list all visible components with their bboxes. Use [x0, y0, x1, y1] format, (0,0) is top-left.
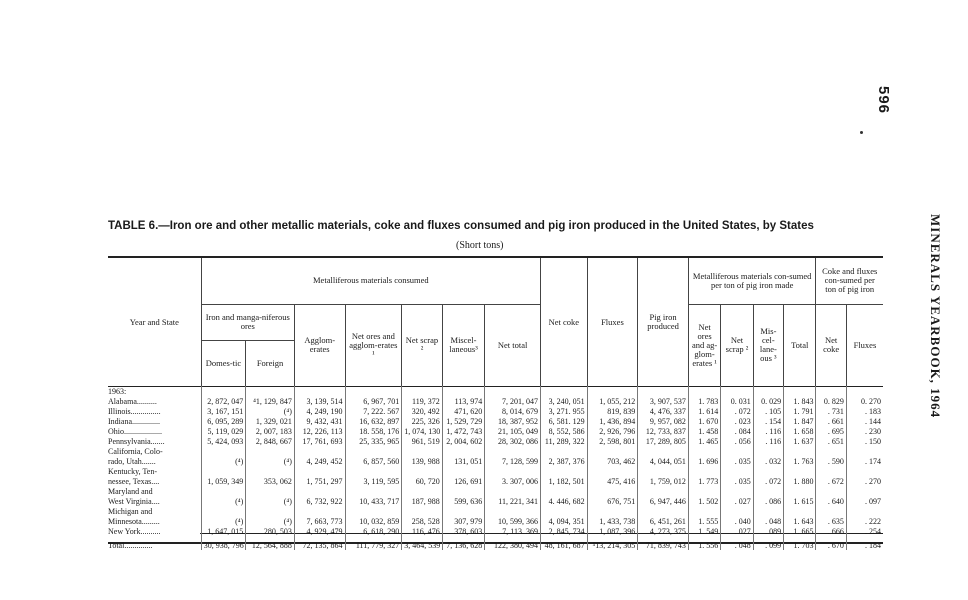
table-cell [246, 466, 295, 476]
row-state: New York.......... [108, 526, 161, 536]
table-cell: 1. 670 [688, 416, 720, 426]
table-subtitle: (Short tons) [456, 240, 504, 251]
table-cell [345, 446, 402, 456]
year-label: 1963: [108, 386, 127, 396]
table-cell [442, 446, 485, 456]
table-row [108, 506, 883, 516]
table-cell: . 183 [846, 406, 883, 416]
table-cell: 1. 549 [688, 526, 720, 536]
header-pig-iron: Pig iron produced [638, 258, 689, 386]
table-cell: 5, 119, 029 [201, 426, 246, 436]
table-cell [587, 466, 638, 476]
table-cell: 3, 119, 595 [345, 476, 402, 486]
table-cell: 12, 733, 837 [638, 426, 689, 436]
table-cell: 8, 014, 679 [485, 406, 541, 416]
table-cell: 0. 029 [753, 396, 783, 406]
table-cell [294, 486, 345, 496]
table-cell: 126, 691 [442, 476, 485, 486]
total-cell: 3, 464, 539 [402, 536, 443, 550]
table-cell [345, 506, 402, 516]
table-cell: . 040 [721, 516, 753, 526]
table-cell: 25, 335, 965 [345, 436, 402, 446]
table-cell: 5, 424, 093 [201, 436, 246, 446]
table-cell: . 105 [753, 406, 783, 416]
table-cell: 8, 552, 586 [541, 426, 588, 436]
table-cell: 10, 433, 717 [345, 496, 402, 506]
table-cell: . 035 [721, 476, 753, 486]
table-cell: 7, 663, 773 [294, 516, 345, 526]
page-number: 596 [875, 86, 892, 115]
table-cell: 2, 387, 376 [541, 456, 588, 466]
table-cell [345, 486, 402, 496]
table-cell: 1, 087, 396 [587, 526, 638, 536]
table-cell [442, 466, 485, 476]
table-cell [402, 506, 443, 516]
table-cell: 3, 139, 514 [294, 396, 345, 406]
table-cell: (⁴) [201, 456, 246, 466]
table-cell: 28, 302, 086 [485, 436, 541, 446]
table-cell [688, 466, 720, 476]
table-cell: . 590 [816, 456, 846, 466]
table-title: TABLE 6.—Iron ore and other metallic materials, coke and fluxes consumed and pig iron produced in the United States, by States [108, 220, 814, 232]
header-net-total: Net total [485, 304, 541, 386]
table-cell: 2, 848, 667 [246, 436, 295, 446]
header-iron-manganiferous: Iron and manga-niferous ores [201, 304, 294, 340]
header-net-coke: Net coke [541, 258, 588, 386]
row-state: West Virginia.... [108, 496, 160, 506]
table-cell [201, 506, 246, 516]
table-cell: . 116 [753, 436, 783, 446]
table-cell [294, 446, 345, 456]
table-cell: 2, 004, 602 [442, 436, 485, 446]
table-row [108, 446, 883, 456]
table-cell [846, 506, 883, 516]
header-per-ton-group: Metalliferous materials con-sumed per ton of pig iron made [688, 258, 816, 304]
row-state: Pennsylvania....... [108, 436, 165, 446]
table-cell: . 035 [721, 456, 753, 466]
table-cell [721, 446, 753, 456]
table-cell: 703, 462 [587, 456, 638, 466]
row-state: Indiana.............. [108, 416, 160, 426]
table-cell: . 154 [753, 416, 783, 426]
table-cell: . 032 [753, 456, 783, 466]
table-cell [816, 446, 846, 456]
table-cell: 6, 857, 560 [345, 456, 402, 466]
table-cell [846, 466, 883, 476]
table-cell: 1. 843 [784, 396, 816, 406]
header-domestic: Domes-tic [201, 340, 246, 386]
table-cell: 1, 059, 349 [201, 476, 246, 486]
table-cell [402, 486, 443, 496]
table-cell: . 027 [721, 526, 753, 536]
table-cell: . 635 [816, 516, 846, 526]
total-cell: 111, 779, 327 [345, 536, 402, 550]
table-cell [846, 486, 883, 496]
table-cell: 3, 907, 537 [638, 396, 689, 406]
table-cell: 6, 947, 446 [638, 496, 689, 506]
row-state: Minnesota......... [108, 516, 160, 526]
table-cell: 1, 074, 130 [402, 426, 443, 436]
table-cell: 60, 720 [402, 476, 443, 486]
header-miscellaneous: Miscel-laneous³ [442, 304, 485, 386]
table-row [108, 436, 883, 446]
table-cell [688, 446, 720, 456]
table-cell: 353, 062 [246, 476, 295, 486]
header-net-ores: Net ores and agglom-erates ¹ [345, 304, 402, 386]
table-cell: 4, 249, 190 [294, 406, 345, 416]
table-cell: 9, 432, 431 [294, 416, 345, 426]
table-cell: 819, 839 [587, 406, 638, 416]
table-cell [816, 486, 846, 496]
table-cell: 1. 502 [688, 496, 720, 506]
table-cell: (⁴) [246, 496, 295, 506]
table-cell: 2, 872, 047 [201, 396, 246, 406]
table-cell [638, 466, 689, 476]
total-cell: 122, 380, 494 [485, 536, 541, 550]
table-cell [485, 466, 541, 476]
table-cell: 1. 791 [784, 406, 816, 416]
table-cell: . 150 [846, 436, 883, 446]
table-cell [587, 446, 638, 456]
table-cell: 17, 289, 805 [638, 436, 689, 446]
table-cell [753, 506, 783, 516]
header-pt-miscellaneous: Mis-cel-lane-ous ³ [753, 304, 783, 386]
table-cell: . 072 [721, 406, 753, 416]
data-table [108, 258, 883, 550]
header-fluxes: Fluxes [587, 258, 638, 386]
table-cell: 11, 289, 322 [541, 436, 588, 446]
header-year-state: Year and State [129, 316, 179, 327]
table-cell: 1, 055, 212 [587, 396, 638, 406]
table-cell: 4, 249, 452 [294, 456, 345, 466]
table-cell: 1. 614 [688, 406, 720, 416]
table-row [108, 396, 883, 406]
table-cell: 1. 615 [784, 496, 816, 506]
table-cell: 378, 603 [442, 526, 485, 536]
total-cell: 1. 703 [784, 536, 816, 550]
table-cell: . 084 [721, 426, 753, 436]
table-cell: 16, 632, 897 [345, 416, 402, 426]
table-cell: 2, 598, 801 [587, 436, 638, 446]
table-cell: . 672 [816, 476, 846, 486]
table-cell: 1. 696 [688, 456, 720, 466]
table-cell: . 086 [753, 496, 783, 506]
table-cell: 0. 829 [816, 396, 846, 406]
table-cell [201, 486, 246, 496]
table-cell: 0. 270 [846, 396, 883, 406]
table-cell: . 222 [846, 516, 883, 526]
table-cell: 4. 446, 682 [541, 496, 588, 506]
header-coke-fluxes-group: Coke and fluxes con-sumed per ton of pig iron [816, 258, 883, 304]
table-cell [294, 506, 345, 516]
table-cell [784, 446, 816, 456]
table-cell: 6, 581. 129 [541, 416, 588, 426]
table-cell: 676, 751 [587, 496, 638, 506]
table-cell: 113, 974 [442, 396, 485, 406]
table-cell: . 695 [816, 426, 846, 436]
table-cell: 7, 113. 369 [485, 526, 541, 536]
table-cell: 116, 476 [402, 526, 443, 536]
table-cell: (⁴) [201, 496, 246, 506]
header-pt-net-scrap: Net scrap ² [721, 304, 753, 386]
table-cell: 471, 620 [442, 406, 485, 416]
row-state: Ohio................... [108, 426, 162, 436]
table-cell: 3, 167, 151 [201, 406, 246, 416]
table-cell: 10, 032, 859 [345, 516, 402, 526]
total-cell: . 099 [753, 536, 783, 550]
table-cell: 2, 845, 734 [541, 526, 588, 536]
header-cf-fluxes: Fluxes [846, 304, 883, 386]
table-cell [485, 486, 541, 496]
table-cell [784, 486, 816, 496]
total-cell: 48, 161, 687 [541, 536, 588, 550]
table-cell: 2, 926, 796 [587, 426, 638, 436]
table-cell: 7, 128, 599 [485, 456, 541, 466]
total-cell: . 184 [846, 536, 883, 550]
table-cell: 1, 751, 297 [294, 476, 345, 486]
row-state: rado, Utah....... [108, 456, 156, 466]
table-cell [402, 446, 443, 456]
table-cell: 187, 988 [402, 496, 443, 506]
table-cell [721, 506, 753, 516]
table-cell [721, 466, 753, 476]
table-cell: 1. 880 [784, 476, 816, 486]
table-cell: 4, 044, 051 [638, 456, 689, 466]
table-cell: 1. 665 [784, 526, 816, 536]
table-cell: 6, 967, 701 [345, 396, 402, 406]
table-cell: . 072 [753, 476, 783, 486]
header-foreign: Foreign [246, 340, 295, 386]
table-cell: 1, 436, 894 [587, 416, 638, 426]
table-cell: 1. 643 [784, 516, 816, 526]
table-cell: 280, 503 [246, 526, 295, 536]
table-row [108, 476, 883, 486]
table-cell [246, 446, 295, 456]
table-cell: 1, 329, 021 [246, 416, 295, 426]
table-cell: 0. 031 [721, 396, 753, 406]
table-cell [541, 506, 588, 516]
row-state: Alabama.......... [108, 396, 157, 406]
table-cell: (⁴) [246, 456, 295, 466]
table-cell: (⁴) [246, 406, 295, 416]
table-cell: 3. 307, 006 [485, 476, 541, 486]
table-cell: . 116 [753, 426, 783, 436]
table-row [108, 406, 883, 416]
running-head: MINERALS YEARBOOK, 1964 [928, 214, 943, 419]
row-state: California, Colo- [108, 446, 163, 456]
table-cell: . 144 [846, 416, 883, 426]
table-cell: 1. 555 [688, 516, 720, 526]
table-cell: ⁴1, 129, 847 [246, 396, 295, 406]
table-row [108, 516, 883, 526]
table-cell: 4, 273, 375 [638, 526, 689, 536]
table-cell: 1. 465 [688, 436, 720, 446]
table-cell [638, 446, 689, 456]
table-cell: 1, 647, 015 [201, 526, 246, 536]
table-cell: . 023 [721, 416, 753, 426]
table-cell: 18. 558, 176 [345, 426, 402, 436]
table-cell [688, 486, 720, 496]
table-cell: 1, 182, 501 [541, 476, 588, 486]
row-state: Illinois............... [108, 406, 161, 416]
total-cell: 71, 839, 743 [638, 536, 689, 550]
table-cell: 225, 326 [402, 416, 443, 426]
table-cell [638, 486, 689, 496]
table-cell: 6, 732, 922 [294, 496, 345, 506]
table-cell: . 651 [816, 436, 846, 446]
table-cell [345, 466, 402, 476]
table-cell: . 666 [816, 526, 846, 536]
table-cell [784, 466, 816, 476]
table-cell: . 640 [816, 496, 846, 506]
table-cell: 12, 226, 113 [294, 426, 345, 436]
table-cell: 7, 222. 567 [345, 406, 402, 416]
row-state: Michigan and [108, 506, 153, 516]
table-cell: . 097 [846, 496, 883, 506]
table-cell: 258, 528 [402, 516, 443, 526]
header-pt-net-ores: Net ores and ag-glom-erates ¹ [688, 304, 720, 386]
table-cell: 9, 957, 082 [638, 416, 689, 426]
table-cell [246, 506, 295, 516]
total-cell: . 670 [816, 536, 846, 550]
row-state: Maryland and [108, 486, 153, 496]
table-cell: 1, 529, 729 [442, 416, 485, 426]
header-agglomerates: Agglom-erates [294, 304, 345, 386]
total-cell: 72, 135, 864 [294, 536, 345, 550]
table-cell [753, 466, 783, 476]
table-cell: 1. 658 [784, 426, 816, 436]
table-cell: 6, 618, 290 [345, 526, 402, 536]
table-cell [753, 446, 783, 456]
table-cell [201, 446, 246, 456]
total-label: Total.............. [108, 540, 153, 550]
table-cell: 475, 416 [587, 476, 638, 486]
table-cell [201, 466, 246, 476]
table-cell [721, 486, 753, 496]
table-cell: 4, 094, 351 [541, 516, 588, 526]
table-cell: 1, 433, 738 [587, 516, 638, 526]
table-cell: 1. 847 [784, 416, 816, 426]
header-pt-total: Total [784, 304, 816, 386]
table-cell [246, 486, 295, 496]
table-cell: 3, 271. 955 [541, 406, 588, 416]
table-cell: 139, 988 [402, 456, 443, 466]
table-cell: 2, 007, 183 [246, 426, 295, 436]
table-cell: . 174 [846, 456, 883, 466]
table-cell [402, 466, 443, 476]
table-row [108, 496, 883, 506]
table-cell: 1. 773 [688, 476, 720, 486]
table-cell [846, 446, 883, 456]
table-cell [816, 466, 846, 476]
table-row [108, 416, 883, 426]
table-cell: 18, 387, 952 [485, 416, 541, 426]
table-cell: 1, 759, 012 [638, 476, 689, 486]
table-cell [294, 466, 345, 476]
table-cell: . 089 [753, 526, 783, 536]
table-cell: (⁴) [246, 516, 295, 526]
table-row [108, 456, 883, 466]
table-cell [688, 506, 720, 516]
table-cell: . 254 [846, 526, 883, 536]
header-net-scrap: Net scrap ² [402, 304, 443, 386]
table-cell: . 731 [816, 406, 846, 416]
table-cell [816, 506, 846, 516]
table-cell: 1. 783 [688, 396, 720, 406]
table-cell: 6, 451, 261 [638, 516, 689, 526]
table-cell: . 048 [753, 516, 783, 526]
table-cell: . 661 [816, 416, 846, 426]
table-cell [442, 506, 485, 516]
header-cf-net-coke: Net coke [816, 304, 846, 386]
table-cell: 3, 240, 051 [541, 396, 588, 406]
total-row [108, 536, 883, 550]
total-cell: 30, 938, 796 [201, 536, 246, 550]
table-cell: 599, 636 [442, 496, 485, 506]
table-cell [541, 446, 588, 456]
table-cell: 10, 599, 366 [485, 516, 541, 526]
table-cell: 961, 519 [402, 436, 443, 446]
table-cell [485, 446, 541, 456]
table-cell: . 230 [846, 426, 883, 436]
header-metalliferous-group: Metalliferous materials consumed [201, 258, 540, 304]
table-cell: 119, 372 [402, 396, 443, 406]
table-row [108, 526, 883, 536]
table-cell: 1. 458 [688, 426, 720, 436]
row-state: Kentucky, Ten- [108, 466, 157, 476]
table-cell: 320, 492 [402, 406, 443, 416]
table-row [108, 466, 883, 476]
table-row [108, 426, 883, 436]
table-cell [587, 486, 638, 496]
table-cell [638, 506, 689, 516]
table-cell [485, 506, 541, 516]
table-cell [541, 486, 588, 496]
total-cell: 1. 556 [688, 536, 720, 550]
row-state: nessee, Texas.... [108, 476, 160, 486]
table-cell: 6, 095, 289 [201, 416, 246, 426]
total-cell: ⁵13, 214, 305 [587, 536, 638, 550]
table-cell: 4, 929, 479 [294, 526, 345, 536]
table-cell: 1. 763 [784, 456, 816, 466]
total-cell: 12, 564, 888 [246, 536, 295, 550]
table-cell [442, 486, 485, 496]
table-cell: 21, 105, 049 [485, 426, 541, 436]
total-cell: . 048 [721, 536, 753, 550]
table-cell [784, 506, 816, 516]
table-cell: 1, 472, 743 [442, 426, 485, 436]
print-speck [860, 131, 863, 134]
table-cell: 1. 637 [784, 436, 816, 446]
table-cell: 307, 979 [442, 516, 485, 526]
total-cell: 7, 136, 628 [442, 536, 485, 550]
table-cell: . 027 [721, 496, 753, 506]
table-cell [753, 486, 783, 496]
table-cell: 11, 221, 341 [485, 496, 541, 506]
table-cell: . 270 [846, 476, 883, 486]
table-cell [587, 506, 638, 516]
table-cell [541, 466, 588, 476]
table-cell: 7, 201, 047 [485, 396, 541, 406]
table-cell: 4, 476, 337 [638, 406, 689, 416]
table-cell: 17, 761, 693 [294, 436, 345, 446]
table-row [108, 486, 883, 496]
table-cell: (⁴) [201, 516, 246, 526]
table-cell: 131, 051 [442, 456, 485, 466]
table-cell: . 056 [721, 436, 753, 446]
